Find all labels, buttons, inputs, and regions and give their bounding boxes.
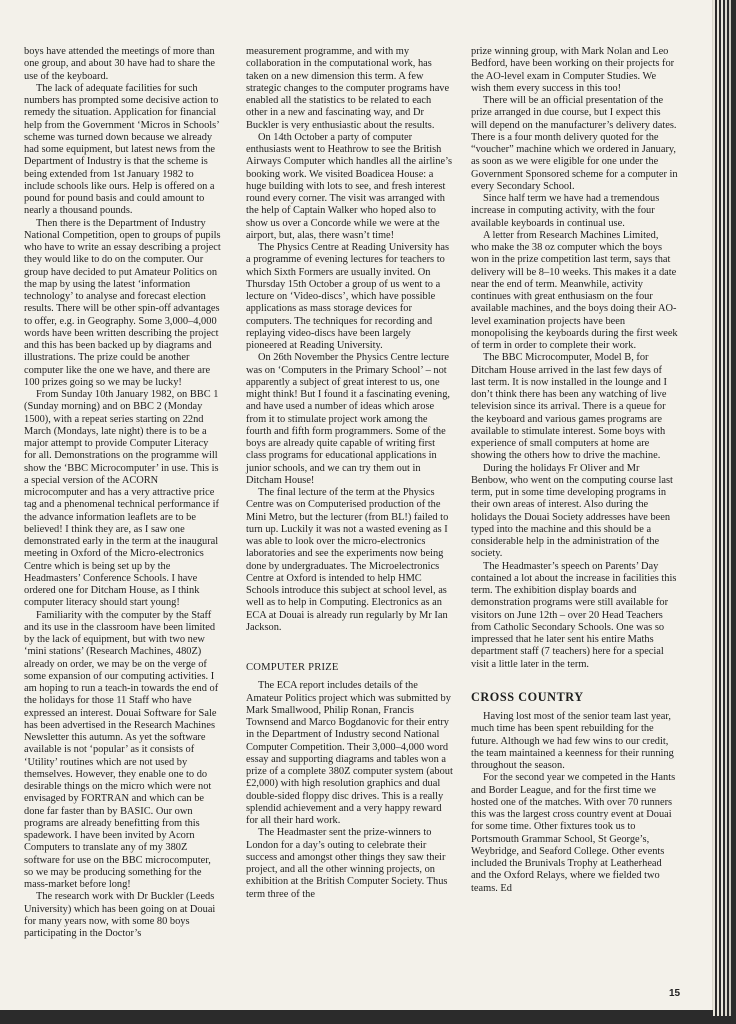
text-column-3 (471, 46, 678, 895)
text-column-1 (24, 46, 222, 940)
page-edge (721, 0, 723, 1016)
paragraph: The final lecture of the term at the Physics Centre was on Computerised production of the Mini Metro, but the lecturer (from BL!) failed to turn up. Luckily it was not a wasted evening as I was able to look over the micro-electronics laboratories and see the experiments now being done by undergraduates. The Microelectronics Centre at Oxford is intended to help HMC Schools introduce this subject at school level, as well as to help in Computing. Electronics as an ECA at Douai is already run regularly by Mr Ian Jackson. (246, 487, 449, 633)
text-column-2 (246, 46, 454, 901)
paragraph: The ECA report includes details of the Amateur Politics project which was submitted by Mark Smallwood, Philip Ronan, Francis Townsend and Marco Bogdanovic for their entry in the Department of Industry second National Computer Competition. Their 3,000–4,000 word essay and supporting diagrams and tables won a prize of a complete 380Z computer system (about £2,000) with high resolution graphics and dual double-sided floppy disc drives. This is a really splendid achievement and a very happy reward for all their hard work. (246, 680, 453, 826)
paragraph: On 26th November the Physics Centre lecture was on ‘Computers in the Primary School’ – not apparently a subject of great interest to us, one might think! But I found it a fascinating evening, and have used a number of ideas which arose from it to stimulate project work among the fourth and fifth form programmers. Some of the boys are already quite capable of writing first class programs for educational applications in junior schools, and we can try them out in Ditcham House! (246, 352, 451, 486)
paragraph: Then there is the Department of Industry National Competition, open to groups of pupils who have to write an essay describing a project they would like to do on the computer. Our group have decided to put Amateur Politics on the map by using the latest ‘information technology’ to analyse and forecast election results. There will be other spin-off advantages to offer, e.g. in Geography. Some 3,000–4,000 words have been written describing the project and this has been backed up by diagrams and illustrations. The prize could be another computer like the one we have, and there are 100 prizes going so we may be lucky! (24, 217, 221, 388)
section-heading-cross-country: CROSS COUNTRY (471, 689, 584, 704)
page-number: 15 (669, 988, 681, 999)
subheading-computer-prize: COMPUTER PRIZE (246, 662, 339, 673)
paragraph: For the second year we competed in the Hants and Border League, and for the first time we hosted one of the matches. With over 70 runners this was the largest cross country event at Douai for some time. Other fixtures took us to Portsmouth Grammar School, St George’s, Weybridge, and Seaford College. Other events included the Brunivals Trophy at Leatherhead and the Oxford Relays, where we fielded two teams. Ed (471, 772, 676, 894)
page-edge (725, 0, 727, 1016)
page-edge (713, 0, 715, 1016)
paragraph: prize winning group, with Mark Nolan and Leo Bedford, have been working on their projects for the AO-level exam in Computer Studies. We wish them every success in this too! (471, 46, 675, 94)
paragraph: The Headmaster’s speech on Parents’ Day contained a lot about the increase in facilities this term. The exhibition display boards and demonstration programs were still available for visitors on June 12th – over 20 Head Teachers from Catholic Secondary Schools. One was so impressed that he later sent his entire Maths department staff (7 teachers) here for a special visit a little later in the term. (471, 560, 677, 670)
paragraph: A letter from Research Machines Limited, who make the 38 oz computer which the boys won in the prize competition last term, says that delivery will be 8–10 weeks. This makes it a date near the end of term. Meanwhile, activity continues with great enthusiasm on the four available machines, and the boys doing their AO-level examination projects have been monopolising the keyboards during the first week of term in order to complete their work. (471, 229, 678, 351)
paragraph: The lack of adequate facilities for such numbers has prompted some decisive action to remedy the situation. Application for financial help from the Government ‘Micros in Schools’ scheme was turned down because we already had some equipment, but latest news from the Department of Industry is that the scheme is being extended from 1st January 1982 to include schools like ours. Help is offered on a pound for pound basis and could amount to nearly a thousand pounds. (24, 82, 219, 217)
paragraph: Familiarity with the computer by the Staff and its use in the classroom have been limited by the lack of equipment, but with two new ‘mini stations’ (Research Machines, 480Z) already on order, we may be on the verge of some expansion of our computing activities. I am hoping to run a teach-in towards the end of the holidays for those 11 Staff who have expressed an interest. Douai Software for Sale has been advertised in the Research Machines Newsletter this autumn. As yet the software available is not ‘popular’ as it consists of ‘Utility’ routines which are not used by themselves. However, they enable one to do desirable things on the micro which were not envisaged by FORTRAN and which can be done far faster than by BASIC. Our own programs are already benefitting from this spadework. I have been invited by Acorn Computers to translate any of my 380Z software for use on the BBC microcomputer, so we may be producing something for the mass-market before long! (24, 609, 219, 890)
paragraph: During the holidays Fr Oliver and Mr Benbow, who went on the computing course last term, put in some time developing programs in their own areas of interest. Also during the holidays the Douai Society addresses have been typed into the machine and this should be a considerable help in the administration of the society. (471, 462, 673, 560)
paragraph: The research work with Dr Buckler (Leeds University) which has been going on at Douai for many years now, with some 80 boys participating in the Doctor’s (24, 891, 216, 939)
paragraph: measurement programme, and with my collaboration in the computational work, has taken on a new dimension this term. A few strategic changes to the computer programs have enabled all the statistics to be related to each other in a new and fascinating way, and Dr Buckler is very enthusiastic about the results. (246, 46, 450, 131)
paragraph: The Physics Centre at Reading University has a programme of evening lectures for teachers to which Sixth Formers are usually invited. On Thursday 15th October a group of us went to a lecture on ‘Video-discs’, which have possible applications as mass storage devices for computers. The techniques for recording and replaying video-discs have been largely pioneered at Reading University. (246, 242, 450, 351)
paragraph: On 14th October a party of computer enthusiasts went to Heathrow to see the British Airways Computer which handles all the airline’s booking work. We visited Boadicea House: a huge building with lots to see, and fresh interest round every corner. The visit was arranged with the help of Captain Walker who hoped also to show us over a Concorde while we were at the airport, but, alas, there wasn’t time! (246, 131, 453, 241)
paragraph: There will be an official presentation of the prize arranged in due course, but I expect this will depend on the manufacturer’s delivery dates. There is a four month delivery quoted for the “voucher” machine which we ordered in January, as soon as we were eligible for one under the Government Sponsored scheme for a computer in every Secondary School. (471, 95, 678, 192)
paragraph: Since half term we have had a tremendous increase in computing activity, with the four available keyboards in continual use. (471, 193, 660, 229)
page-edge (729, 0, 731, 1016)
paragraph: The BBC Microcomputer, Model B, for Ditcham House arrived in the last few days of last term. It is now installed in the lounge and I don’t think there has been any watching of live television since its arrival. There is a queue for the keyboard and various games programs are available to stimulate interest. Some boys with experience of small computers at home are showing the others how to drive the machine. (471, 352, 667, 462)
paragraph: From Sunday 10th January 1982, on BBC 1 (Sunday morning) and on BBC 2 (Monday 1500), with a repeat series starting on 22nd March (Mondays, late night) there is to be a major attempt to provide Computer Literacy for all. Demonstrations on the programme will show the ‘BBC Microcomputer’ in use. This is a special version of the ACORN microcomputer and has a very attractive price tag and a phenomenal technical performance if the advance information leaflets are to be believed! I think they are, as I saw one demonstrated early in the term at the inaugural meeting in Oxford of the Micro-electronics Centre which is being set up by the Headmasters’ Conference Schools. I have ordered one for Ditcham House, as I think computer literacy should start young! (24, 389, 220, 609)
paragraph: The Headmaster sent the prize-winners to London for a day’s outing to celebrate their success and amongst other things they saw their project, and all the other winning projects, on exhibition at the British Computer Society. Thus term three of the (246, 827, 448, 900)
paragraph: boys have attended the meetings of more than one group, and about 30 have had to share the use of the keyboard. (24, 46, 216, 82)
page-edge (717, 0, 719, 1016)
paragraph: Having lost most of the senior team last year, much time has been spent rebuilding for the future. Although we had few wins to our credit, the team maintained a keenness for their running throughout the season. (471, 711, 674, 771)
